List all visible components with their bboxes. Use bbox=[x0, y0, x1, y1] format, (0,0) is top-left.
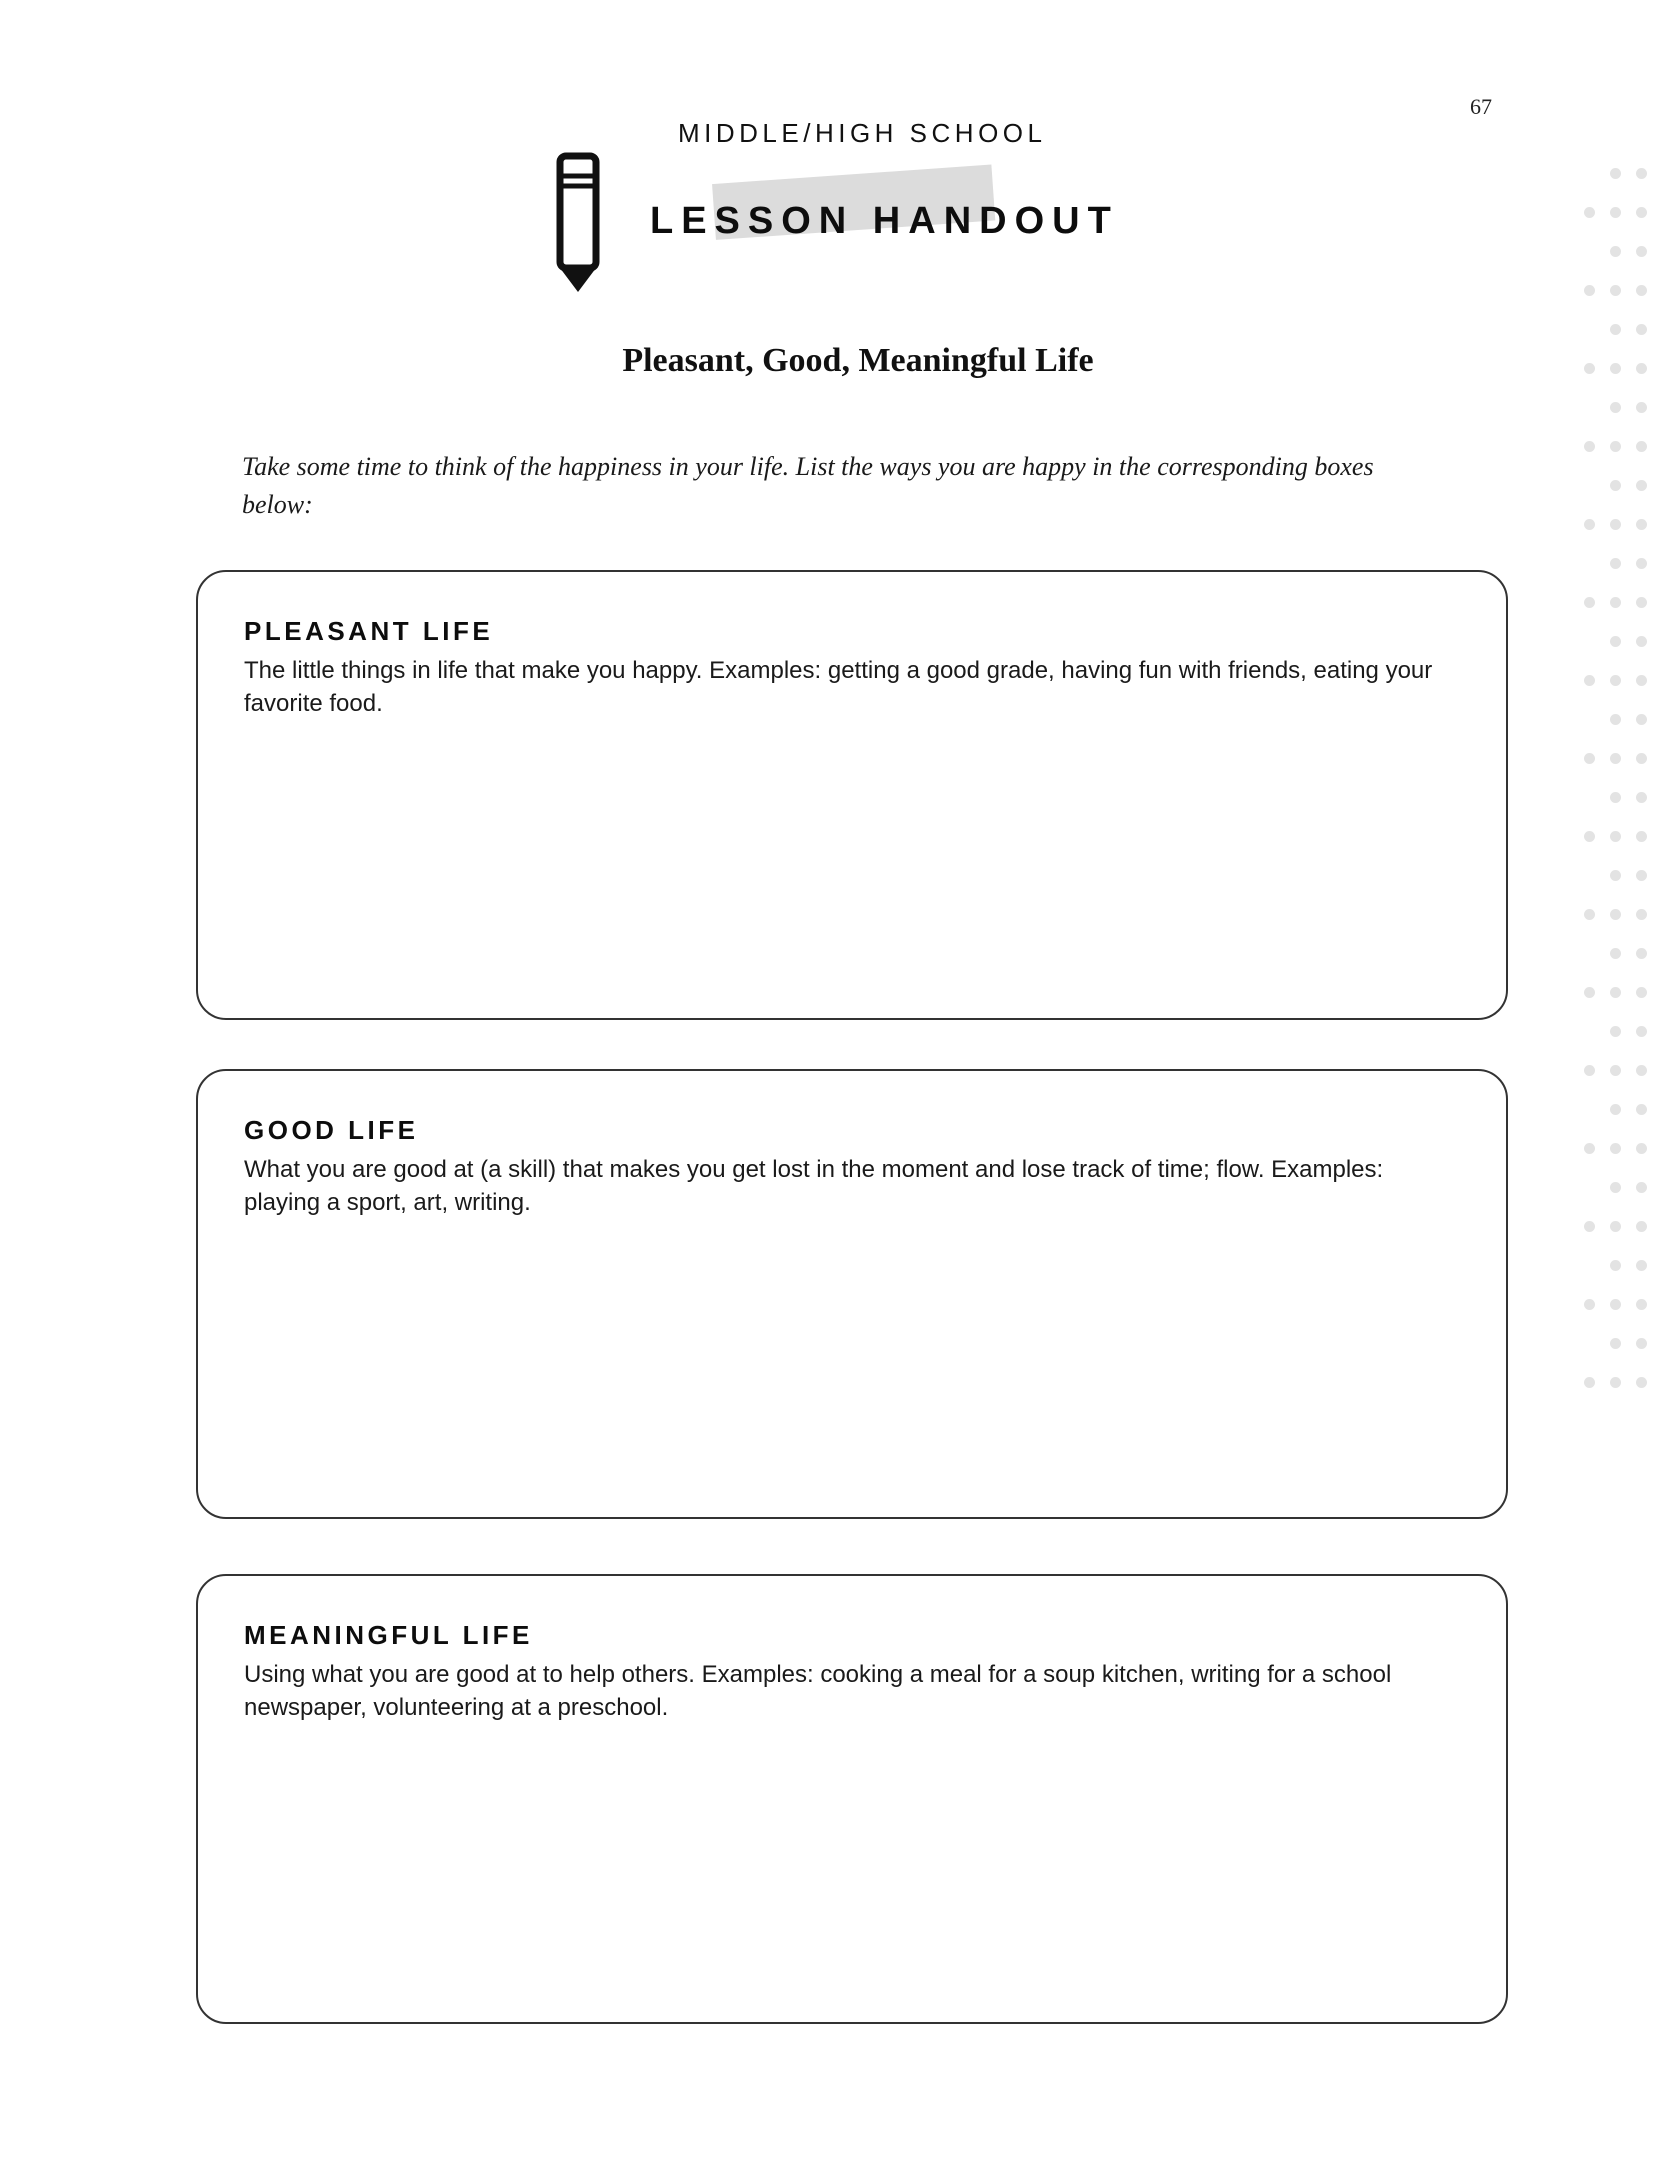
decorative-dot bbox=[1584, 285, 1595, 296]
grade-level-label: MIDDLE/HIGH SCHOOL bbox=[678, 118, 1047, 148]
decorative-dot bbox=[1610, 675, 1621, 686]
decorative-dot bbox=[1636, 441, 1647, 452]
decorative-dot bbox=[1584, 831, 1595, 842]
page-number: 67 bbox=[1470, 94, 1492, 119]
decorative-dot bbox=[1584, 1377, 1595, 1388]
decorative-dot bbox=[1584, 675, 1595, 686]
decorative-dot bbox=[1636, 1026, 1647, 1037]
decorative-dot bbox=[1636, 1299, 1647, 1310]
decorative-dot bbox=[1636, 246, 1647, 257]
decorative-dot bbox=[1636, 519, 1647, 530]
decorative-dot bbox=[1636, 753, 1647, 764]
decorative-dot bbox=[1610, 1143, 1621, 1154]
decorative-dot bbox=[1636, 402, 1647, 413]
decorative-dot-pattern bbox=[1584, 168, 1675, 1398]
decorative-dot bbox=[1636, 1221, 1647, 1232]
decorative-dot bbox=[1610, 519, 1621, 530]
decorative-dot bbox=[1610, 1026, 1621, 1037]
decorative-dot bbox=[1636, 168, 1647, 179]
decorative-dot bbox=[1636, 558, 1647, 569]
decorative-dot bbox=[1636, 1260, 1647, 1271]
decorative-dot bbox=[1610, 441, 1621, 452]
decorative-dot bbox=[1610, 753, 1621, 764]
decorative-dot bbox=[1584, 441, 1595, 452]
decorative-dot bbox=[1636, 1104, 1647, 1115]
decorative-dot bbox=[1610, 792, 1621, 803]
instructions-text: Take some time to think of the happiness in your life. List the ways you are happy in the corresponding boxes below: bbox=[242, 452, 1374, 519]
decorative-dot bbox=[1636, 987, 1647, 998]
decorative-dot bbox=[1610, 831, 1621, 842]
handout-title: LESSON HANDOUT bbox=[650, 200, 1119, 242]
decorative-dot bbox=[1610, 1104, 1621, 1115]
decorative-dot bbox=[1610, 246, 1621, 257]
decorative-dot bbox=[1584, 597, 1595, 608]
decorative-dot bbox=[1636, 207, 1647, 218]
decorative-dot bbox=[1636, 948, 1647, 959]
decorative-dot bbox=[1610, 1260, 1621, 1271]
decorative-dot bbox=[1636, 1338, 1647, 1349]
decorative-dot bbox=[1584, 363, 1595, 374]
decorative-dot bbox=[1584, 753, 1595, 764]
decorative-dot bbox=[1610, 285, 1621, 296]
decorative-dot bbox=[1636, 909, 1647, 920]
decorative-dot bbox=[1636, 324, 1647, 335]
decorative-dot bbox=[1636, 1065, 1647, 1076]
pencil-icon bbox=[556, 152, 600, 294]
decorative-dot bbox=[1636, 675, 1647, 686]
decorative-dot bbox=[1636, 714, 1647, 725]
box-description: What you are good at (a skill) that makes you get lost in the moment and lose track of time; flow. Examples: playing a sport, art, writing. bbox=[244, 1156, 1384, 1216]
decorative-dot bbox=[1636, 1182, 1647, 1193]
decorative-dot bbox=[1610, 324, 1621, 335]
decorative-dot bbox=[1636, 870, 1647, 881]
decorative-dot bbox=[1584, 1143, 1595, 1154]
decorative-dot bbox=[1636, 363, 1647, 374]
decorative-dot bbox=[1610, 714, 1621, 725]
decorative-dot bbox=[1610, 1221, 1621, 1232]
decorative-dot bbox=[1610, 870, 1621, 881]
box-heading: PLEASANT LIFE bbox=[244, 616, 494, 646]
decorative-dot bbox=[1610, 1182, 1621, 1193]
box-heading: MEANINGFUL LIFE bbox=[244, 1620, 533, 1650]
decorative-dot bbox=[1610, 168, 1621, 179]
decorative-dot bbox=[1610, 909, 1621, 920]
box-description: The little things in life that make you happy. Examples: getting a good grade, having fun with friends, eating your favorite food. bbox=[244, 657, 1433, 717]
decorative-dot bbox=[1636, 1143, 1647, 1154]
meaningful-life-box[interactable] bbox=[196, 1574, 1508, 2024]
decorative-dot bbox=[1636, 831, 1647, 842]
decorative-dot bbox=[1584, 1221, 1595, 1232]
decorative-dot bbox=[1610, 636, 1621, 647]
decorative-dot bbox=[1610, 1377, 1621, 1388]
decorative-dot bbox=[1610, 402, 1621, 413]
decorative-dot bbox=[1584, 987, 1595, 998]
decorative-dot bbox=[1636, 597, 1647, 608]
pleasant-life-box[interactable] bbox=[196, 570, 1508, 1020]
decorative-dot bbox=[1610, 207, 1621, 218]
decorative-dot bbox=[1610, 1299, 1621, 1310]
box-heading: GOOD LIFE bbox=[244, 1115, 419, 1145]
decorative-dot bbox=[1610, 363, 1621, 374]
decorative-dot bbox=[1610, 948, 1621, 959]
decorative-dot bbox=[1610, 1338, 1621, 1349]
decorative-dot bbox=[1636, 480, 1647, 491]
decorative-dot bbox=[1584, 909, 1595, 920]
decorative-dot bbox=[1584, 1065, 1595, 1076]
good-life-box[interactable] bbox=[196, 1069, 1508, 1519]
decorative-dot bbox=[1584, 1299, 1595, 1310]
decorative-dot bbox=[1636, 1377, 1647, 1388]
decorative-dot bbox=[1610, 558, 1621, 569]
box-description: Using what you are good at to help others. Examples: cooking a meal for a soup kitchen, writing for a school newspaper, volunteering at a preschool. bbox=[244, 1661, 1392, 1721]
decorative-dot bbox=[1636, 285, 1647, 296]
decorative-dot bbox=[1610, 480, 1621, 491]
decorative-dot bbox=[1636, 636, 1647, 647]
decorative-dot bbox=[1584, 519, 1595, 530]
decorative-dot bbox=[1636, 792, 1647, 803]
lesson-title: Pleasant, Good, Meaningful Life bbox=[622, 342, 1094, 379]
decorative-dot bbox=[1610, 597, 1621, 608]
decorative-dot bbox=[1610, 1065, 1621, 1076]
decorative-dot bbox=[1584, 207, 1595, 218]
decorative-dot bbox=[1610, 987, 1621, 998]
